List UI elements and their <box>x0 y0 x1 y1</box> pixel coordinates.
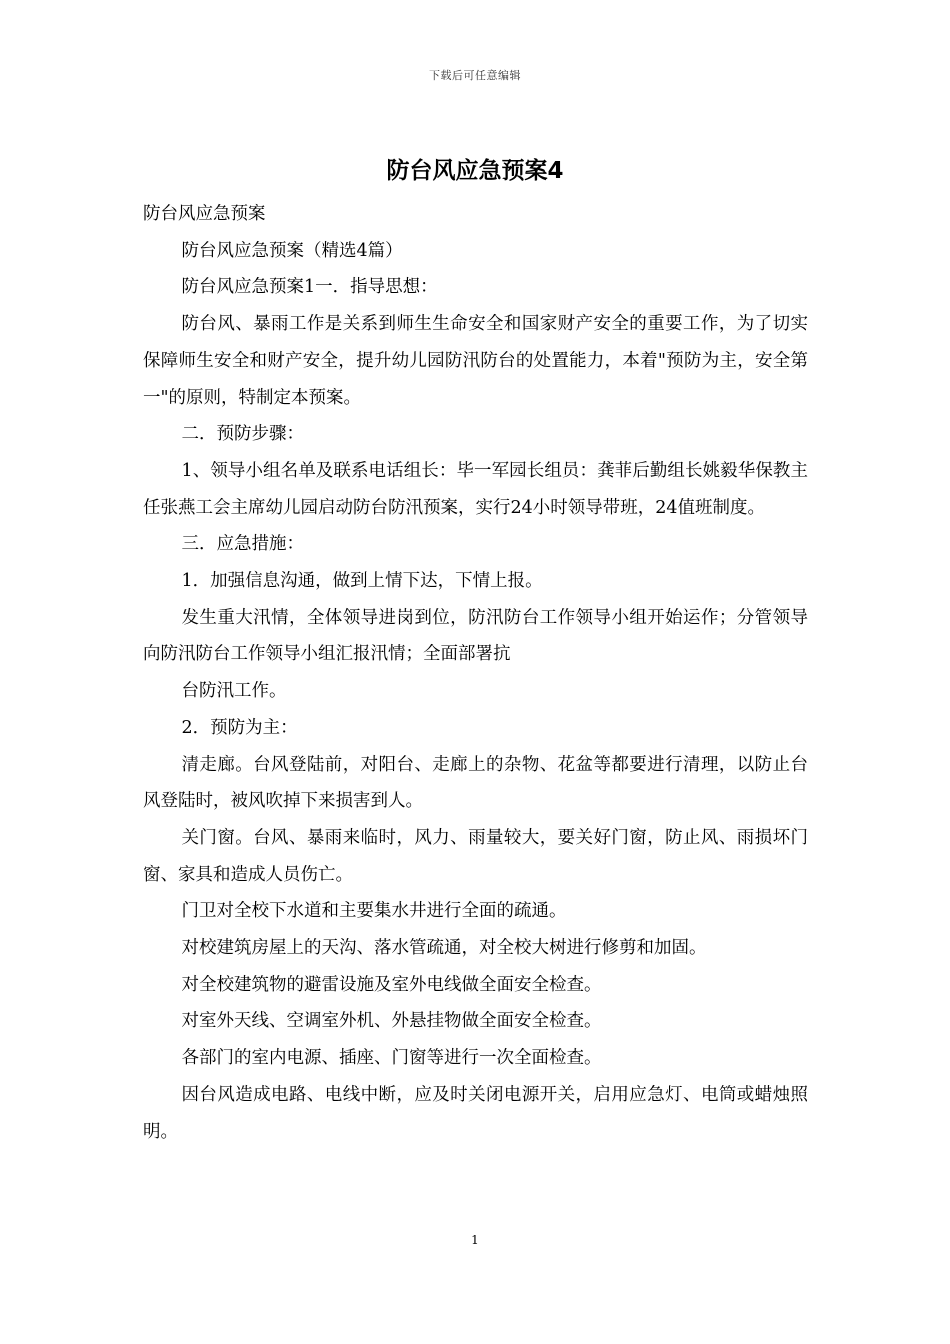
paragraph: 对校建筑房屋上的天沟、落水管疏通，对全校大树进行修剪和加固。 <box>181 938 707 959</box>
paragraph: 1．加强信息沟通，做到上情下达，下情上报。 <box>181 571 543 592</box>
paragraph: 防台风、暴雨工作是关系到师生生命安全和国家财产安全的重要工作，为了切实保障师生安全和财产安全，提升幼儿园防汛防台的处置能力，本着"预防为主，安全第一"的原则，特制定本预案。 <box>143 314 808 408</box>
paragraph: 清走廊。台风登陆前，对阳台、走廊上的杂物、花盆等都要进行清理，以防止台风登陆时，被风吹掉下来损害到人。 <box>143 754 808 812</box>
paragraph: 三．应急措施： <box>181 534 304 555</box>
paragraph: 防台风应急预案 <box>143 204 266 224</box>
paragraph: 1、领导小组名单及联系电话组长：毕一军园长组员：龚菲后勤组长姚毅华保教主任张燕工会主席幼儿园启动防台防汛预案，实行24小时领导带班，24值班制度。 <box>143 460 808 518</box>
paragraph: 2．预防为主： <box>181 717 298 738</box>
paragraph: 各部门的室内电源、插座、门窗等进行一次全面检查。 <box>181 1048 602 1069</box>
paragraph: 台防汛工作。 <box>181 681 287 702</box>
paragraph: 对室外天线、空调室外机、外悬挂物做全面安全检查。 <box>181 1011 602 1032</box>
header-note: 下载后可任意编辑 <box>429 69 521 82</box>
paragraph: 关门窗。台风、暴雨来临时，风力、雨量较大，要关好门窗，防止风、雨损坏门窗、家具和造成人员伤亡。 <box>143 827 808 885</box>
paragraph: 防台风应急预案1一．指导思想： <box>181 277 438 298</box>
paragraph: 对全校建筑物的避雷设施及室外电线做全面安全检查。 <box>181 974 602 995</box>
page-number: 1 <box>471 1233 479 1247</box>
paragraph: 发生重大汛情，全体领导进岗到位，防汛防台工作领导小组开始运作；分管领导向防汛防台工作领导小组汇报汛情；全面部署抗 <box>143 607 808 665</box>
paragraph: 二．预防步骤： <box>181 424 304 445</box>
document-title: 防台风应急预案4 <box>386 158 564 184</box>
document-body <box>143 196 808 1150</box>
paragraph: 因台风造成电路、电线中断，应及时关闭电源开关，启用应急灯、电筒或蜡烛照明。 <box>143 1084 808 1142</box>
paragraph: 防台风应急预案（精选4篇） <box>181 240 403 261</box>
paragraph: 门卫对全校下水道和主要集水井进行全面的疏通。 <box>181 901 567 922</box>
